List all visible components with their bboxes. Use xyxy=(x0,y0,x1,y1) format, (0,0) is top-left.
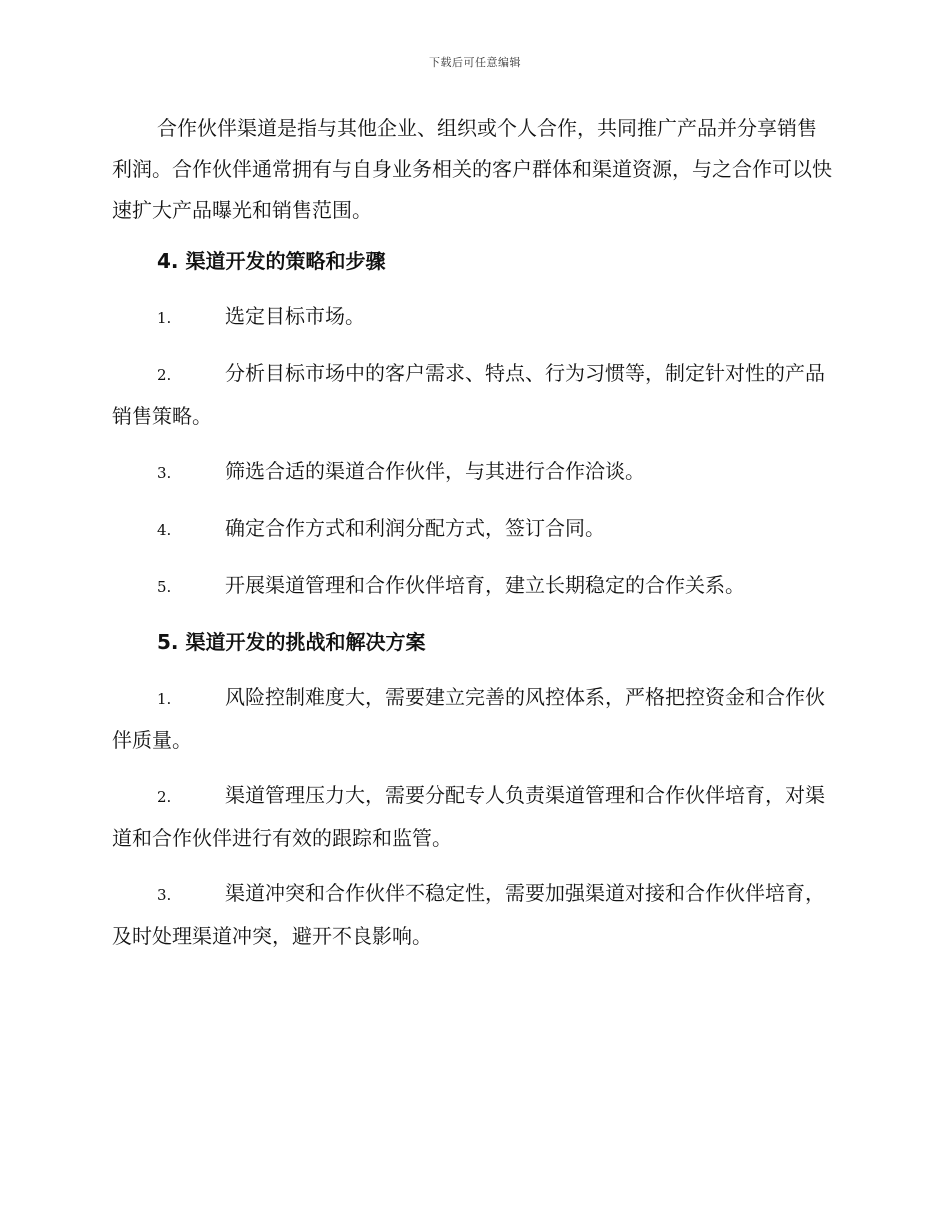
list-item-text: 风险控制难度大，需要建立完善的风控体系，严格把控资金和合作伙伴质量。 xyxy=(112,685,825,752)
list-item-number: 1. xyxy=(157,309,172,327)
list-item xyxy=(112,508,834,551)
list-item-text: 渠道冲突和合作伙伴不稳定性，需要加强渠道对接和合作伙伴培育，及时处理渠道冲突，避开不良影响。 xyxy=(112,881,825,948)
list-item-number: 4. xyxy=(157,521,172,539)
list-item xyxy=(112,296,834,339)
list-item xyxy=(112,353,834,437)
list-item-number: 3. xyxy=(157,464,172,482)
intro-paragraph: 合作伙伴渠道是指与其他企业、组织或个人合作，共同推广产品并分享销售利润。合作伙伴通常拥有与自身业务相关的客户群体和渠道资源，与之合作可以快速扩大产品曝光和销售范围。 xyxy=(112,116,832,222)
section-4-heading: 4. 渠道开发的策略和步骤 xyxy=(157,249,386,273)
section-5-heading: 5. 渠道开发的挑战和解决方案 xyxy=(157,630,426,654)
list-item xyxy=(112,565,834,608)
list-item xyxy=(112,677,834,761)
document-body xyxy=(112,108,834,971)
list-item xyxy=(112,873,834,957)
list-item-text: 开展渠道管理和合作伙伴培育，建立长期稳定的合作关系。 xyxy=(225,573,745,597)
list-item-number: 5. xyxy=(157,578,172,596)
list-item xyxy=(112,451,834,494)
list-item xyxy=(112,775,834,859)
page-header: 下载后可任意编辑 xyxy=(429,56,521,69)
list-item-number: 2. xyxy=(157,788,172,806)
list-item-number: 1. xyxy=(157,690,172,708)
list-item-text: 确定合作方式和利润分配方式，签订合同。 xyxy=(225,516,605,540)
list-item-text: 分析目标市场中的客户需求、特点、行为习惯等，制定针对性的产品销售策略。 xyxy=(112,361,825,428)
list-item-text: 筛选合适的渠道合作伙伴，与其进行合作洽谈。 xyxy=(225,459,645,483)
list-item-number: 2. xyxy=(157,366,172,384)
list-item-text: 渠道管理压力大，需要分配专人负责渠道管理和合作伙伴培育，对渠道和合作伙伴进行有效的跟踪和监管。 xyxy=(112,783,825,850)
list-item-text: 选定目标市场。 xyxy=(225,304,365,328)
list-item-number: 3. xyxy=(157,886,172,904)
